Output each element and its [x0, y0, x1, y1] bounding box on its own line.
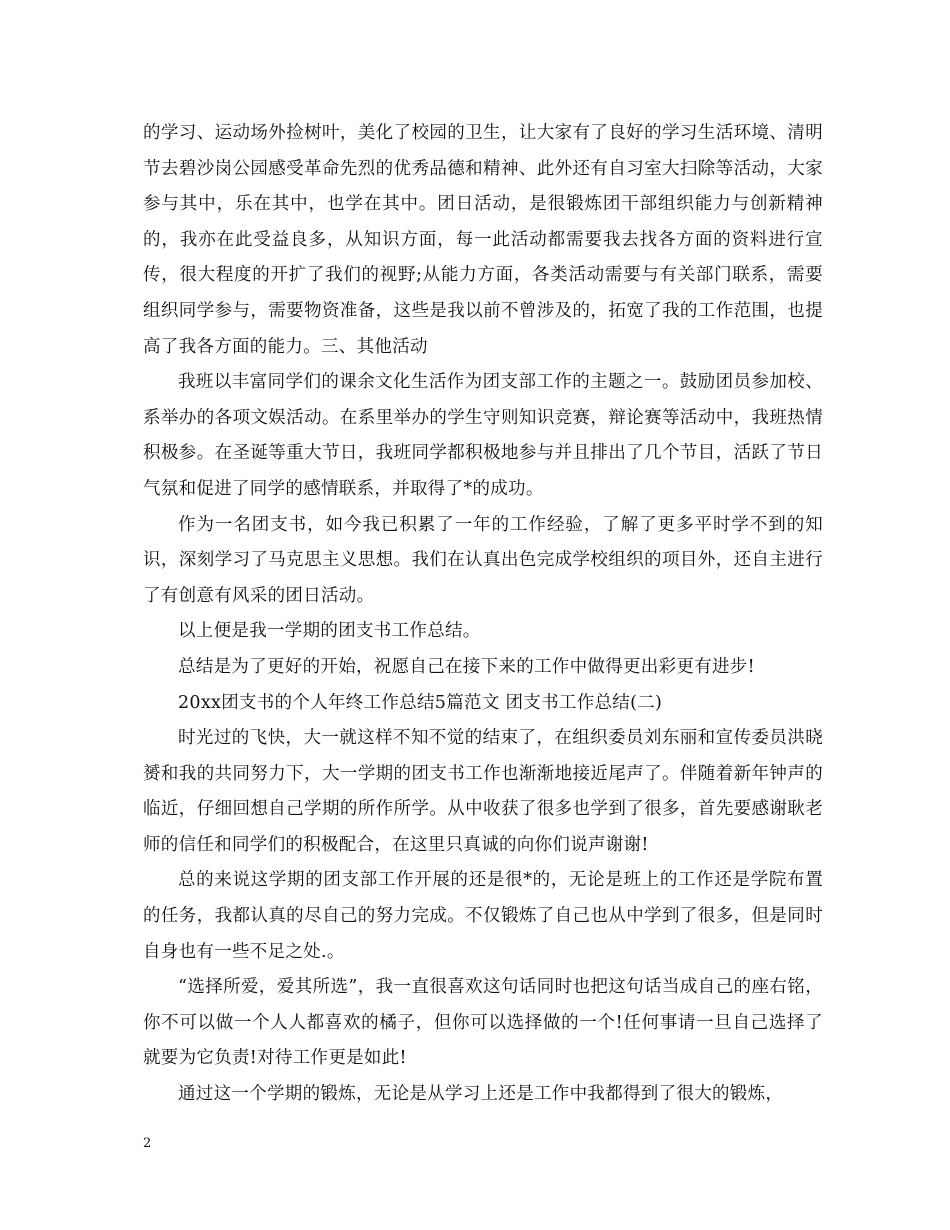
- paragraph: 时光过的飞快，大一就这样不知不觉的结束了，在组织委员刘东丽和宣传委员洪晓赟和我的共同努力下，大一学期的团支书工作也渐渐地接近尾声了。伴随着新年钟声的临近，仔细回想自己学期的所作所学。从中收获了很多也学到了很多，首先要感谢耿老师的信任和同学们的积极配合，在这里只真诚的向你们说声谢谢!: [143, 728, 823, 855]
- page-number: 2: [143, 1136, 152, 1151]
- paragraph: 作为一名团支书，如今我已积累了一年的工作经验，了解了更多平时学不到的知识，深刻学习了马克思主义思想。我们在认真出色完成学校组织的项目外，还自主进行了有创意有风采的团日活动。: [143, 514, 823, 606]
- section-heading: 20xx团支书的个人年终工作总结5篇范文 团支书工作总结(二): [178, 692, 663, 713]
- paragraph: 的学习、运动场外捡树叶，美化了校园的卫生，让大家有了良好的学习生活环境、清明节去碧沙岗公园感受革命先烈的优秀品德和精神、此外还有自习室大扫除等活动，大家参与其中，乐在其中，也学在其中。团日活动，是很锻炼团干部组织能力与创新精神的，我亦在此受益良多，从知识方面，每一此活动都需要我去找各方面的资料进行宣传，很大程度的开扩了我们的视野;从能力方面，各类活动需要与有关部门联系，需要组织同学参与，需要物资准备，这些是我以前不曾涉及的，拓宽了我的工作范围，也提高了我各方面的能力。三、其他活动: [143, 123, 823, 357]
- paragraph: 通过这一个学期的锻炼，无论是从学习上还是工作中我都得到了很大的锻炼，: [178, 1084, 784, 1105]
- paragraph: 我班以丰富同学们的课余文化生活作为团支部工作的主题之一。鼓励团员参加校、系举办的各项文娱活动。在系里举办的学生守则知识竞赛，辩论赛等活动中，我班热情积极参。在圣诞等重大节日，我班同学都积极地参与并且排出了几个节目，活跃了节日气氛和促进了同学的感情联系，并取得了*的成功。: [143, 372, 823, 499]
- document-body: [143, 116, 823, 1113]
- paragraph: 总的来说这学期的团支部工作开展的还是很*的，无论是班上的工作还是学院布置的任务，我都认真的尽自己的努力完成。不仅锻炼了自己也从中学到了很多，但是同时自身也有一些不足之处.。: [143, 870, 823, 962]
- paragraph: 以上便是我一学期的团支书工作总结。: [178, 621, 481, 642]
- paragraph: “选择所爱，爱其所选”，我一直很喜欢这句话同时也把这句话当成自己的座右铭，你不可以做一个人人都喜欢的橘子，但你可以选择做的一个!任何事请一旦自己选择了就要为它负责!对待工作更是如此!: [143, 977, 823, 1069]
- paragraph: 总结是为了更好的开始，祝愿自己在接下来的工作中做得更出彩更有进步!: [178, 656, 755, 677]
